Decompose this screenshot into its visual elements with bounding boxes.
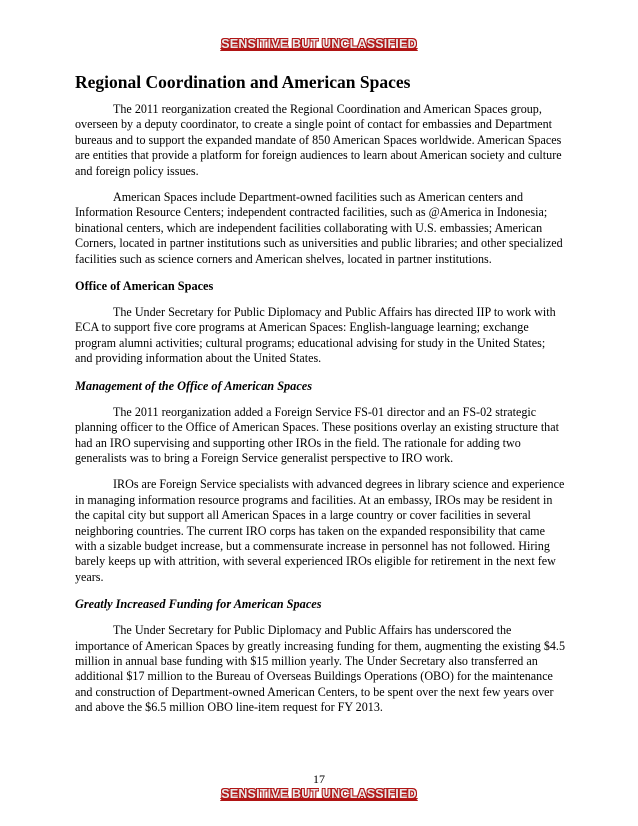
- intro-paragraph-1: The 2011 reorganization created the Regional Coordination and American Spaces group, overseen by a deputy coordinator, to create a single point of contact for embassies and Department bureaus and to support the expanded mandate of 850 American Spaces worldwide. American Spaces are entities that provide a platform for foreign audiences to learn about American society and culture and foreign policy issues.: [75, 102, 562, 178]
- funding-paragraph-1: The Under Secretary for Public Diplomacy and Public Affairs has underscored the importance of American Spaces by greatly increasing funding for them, augmenting the existing $4.5 million in annual base funding with $15 million yearly. The Under Secretary also transferred an additional $17 million to the Bureau of Overseas Buildings Operations (OBO) for the maintenance and construction of Department-owned American Centers, to be spent over the next few years over and above the $6.5 million OBO line-item request for FY 2013.: [75, 623, 565, 715]
- header-classification-marking: SENSITIVE BUT UNCLASSIFIED: [221, 37, 417, 51]
- intro-paragraph-2: American Spaces include Department-owned facilities such as American centers and Information Resource Centers; independent contracted facilities, such as @America in Indonesia; binational centers, which are independent facilities collaborating with U.S. embassies; American Corners, located in partner institutions such as universities and public libraries; and other specialized facilities such as science corners and American shelves, located in partner institutions.: [75, 190, 563, 266]
- page-number: 17: [313, 772, 325, 786]
- section-heading-funding: Greatly Increased Funding for American Spaces: [75, 597, 322, 612]
- page-title: Regional Coordination and American Spaces: [75, 72, 411, 92]
- section-heading-office: Office of American Spaces: [75, 279, 214, 294]
- office-paragraph-1: The Under Secretary for Public Diplomacy and Public Affairs has directed IIP to work with ECA to support five core programs at American Spaces: English-language learning; exchange program alumni activities; cultural programs; educational advising for study in the United States; and providing information about the United States.: [75, 305, 556, 366]
- section-heading-management: Management of the Office of American Spaces: [75, 378, 313, 393]
- page-content: [75, 72, 565, 727]
- management-paragraph-1: The 2011 reorganization added a Foreign Service FS-01 director and an FS-02 strategic planning officer to the Office of American Spaces. These positions overlay an existing structure that had an IRO supervising and supporting other IROs in the field. The rationale for adding two generalists was to bring a Foreign Service generalist perspective to IRO work.: [75, 404, 559, 465]
- management-paragraph-2: IROs are Foreign Service specialists with advanced degrees in library science and experience in managing information resource programs and facilities. At an embassy, IROs may be resident in the capital city but support all American Spaces in a large country or cover facilities in several neighboring countries. The current IRO corps has taken on the expanded responsibility that came with a sizable budget increase, but a commensurate increase in personnel has not followed. Hiring barely keeps up with attrition, with several experienced IROs eligible for retirement in the next few years.: [75, 477, 565, 584]
- footer-classification-marking: SENSITIVE BUT UNCLASSIFIED: [221, 787, 417, 801]
